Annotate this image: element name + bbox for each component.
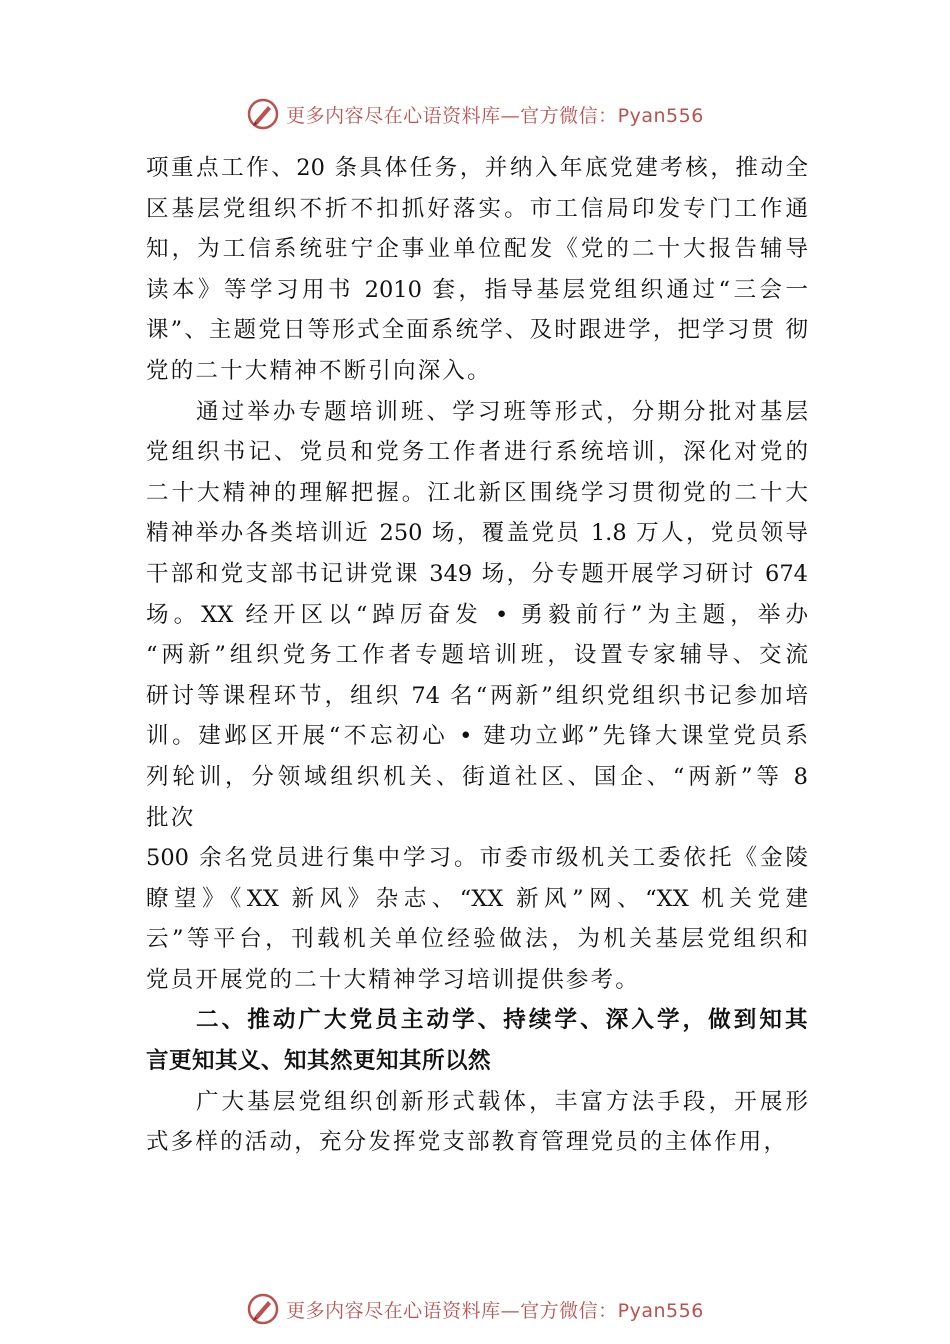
text-line: 500 余名党员进行集中学习。市委市级机关工委依托《金陵 [146,845,808,872]
text-line: 瞭望》《XX 新风》杂志、“XX 新风”网、“XX 机关党建 [146,885,808,912]
text-line: 场。XX 经开区以“踔厉奋发 • 勇毅前行”为主题，举办 [146,601,808,628]
text-line: 区基层党组织不折不扣抓好落实。市工信局印发专门工作通 [146,195,808,222]
text-line: 项重点工作、20 条具体任务，并纳入年底党建考核，推动全 [146,155,808,181]
text-line: 知，为工信系统驻宁企事业单位配发《党的二十大报告辅导 [146,236,808,263]
header-banner [0,94,950,134]
text-line: 读本》等学习用书 2010 套，指导基层党组织通过“三会一 [146,276,808,303]
text-line: 批次 [146,804,196,831]
text-line: 党组织书记、党员和党务工作者进行系统培训，深化对党的 [146,439,808,466]
text-line: 研讨等课程环节，组织 74 名“两新”组织党组织书记参加培 [146,682,808,709]
text-line: 党的二十大精神不断引向深入。 [146,357,492,384]
footer-banner [0,1289,950,1329]
text-line: 式多样的活动，充分发挥党支部教育管理党员的主体作用， [146,1129,789,1156]
pen-seal-logo-icon [246,1292,280,1326]
document-body [146,148,808,1163]
text-line: 干部和党支部书记讲党课 349 场，分专题开展学习研讨 674 [146,560,808,587]
paragraph-first-line: 广大基层党组织创新形式载体，丰富方法手段，开展形 [196,1088,808,1115]
text-line: 课”、主题党日等形式全面系统学、及时跟进学，把学习贯 彻 [146,317,808,344]
text-line: 二十大精神的理解把握。江北新区围绕学习贯彻党的二十大 [146,479,808,506]
text-line: 精神举办各类培训近 250 场，覆盖党员 1.8 万人，党员领导 [146,520,808,547]
paragraph-first-line: 通过举办专题培训班、学习班等形式，分期分批对基层 [196,398,808,425]
text-line: 云”等平台，刊载机关单位经验做法，为机关基层党组织和 [146,926,808,953]
wechat-id: Pyan556 [617,104,704,127]
wechat-id: Pyan556 [617,1299,704,1322]
section-heading-cont: 言更知其义、知其然更知其所以然 [146,1048,492,1075]
banner-text: 更多内容尽在心语资料库—官方微信：Pyan556 [286,104,704,127]
text-line: 党员开展党的二十大精神学习培训提供参考。 [146,966,641,993]
text-line: 列轮训，分领域组织机关、街道社区、国企、“两新”等 8 [146,763,808,790]
text-line: “两新”组织党务工作者专题培训班，设置专家辅导、交流 [146,642,808,669]
text-line: 训。建邺区开展“不忘初心 • 建功立邺”先锋大课堂党员系 [146,723,808,750]
banner-text: 更多内容尽在心语资料库—官方微信：Pyan556 [286,1299,704,1322]
pen-seal-logo-icon [246,97,280,131]
section-heading: 二、推动广大党员主动学、持续学、深入学，做到知其 [196,1007,808,1034]
